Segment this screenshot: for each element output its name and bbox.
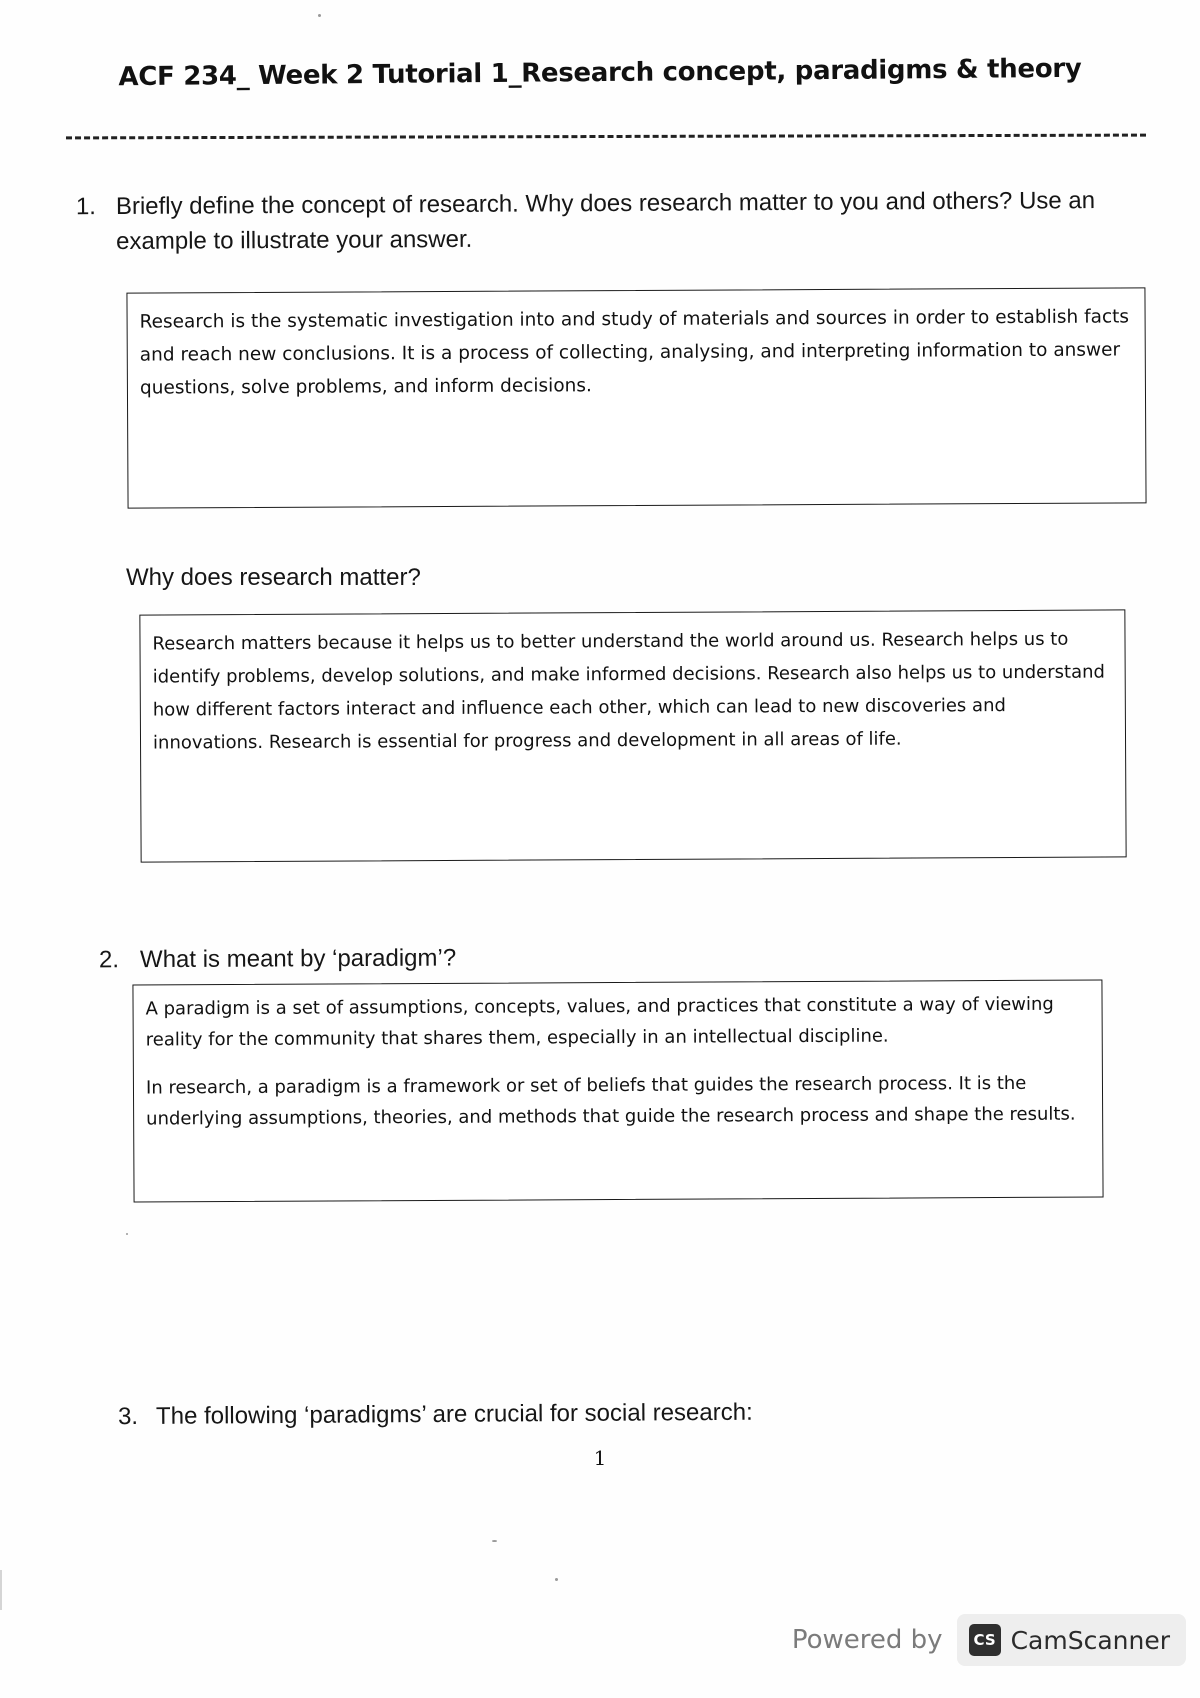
answer-1-text: Research is the systematic investigation into and study of materials and sources in order to establish facts and reach new conclusions. It is a process of collecting, analysing, and interpreting information to answer questions, solve problems, and inform decisions. (139, 306, 1130, 399)
question-1-subheading: Why does research matter? (126, 564, 421, 591)
question-2 (99, 938, 999, 978)
scan-speck (126, 1233, 128, 1235)
question-2-number: 2. (98, 946, 120, 974)
document-title: ACF 234_ Week 2 Tutorial 1_Research concept, paradigms & theory (118, 53, 1082, 93)
question-1 (76, 183, 1146, 260)
scan-speck (555, 1578, 558, 1581)
camscanner-badge (957, 1614, 1186, 1666)
question-1-number: 1. (75, 193, 97, 221)
camscanner-watermark (792, 1614, 1186, 1666)
dashed-divider (66, 134, 1146, 140)
page-number: 1 (593, 1446, 607, 1470)
scan-edge-mark (0, 1570, 2, 1610)
answer-2-paragraph-2: In research, a paradigm is a framework or set of beliefs that guides the research process. It is the underlying assumptions, theories, and methods that guide the research process and shape the results. (145, 1072, 1076, 1130)
scan-speck (492, 1540, 497, 1542)
question-3-number: 3. (117, 1403, 139, 1431)
answer-box-2 (132, 979, 1103, 1202)
question-3-text: The following ‘paradigms’ are crucial for social research: (155, 1398, 753, 1430)
question-1-text: Briefly define the concept of research. Why does research matter to you and others? Use an example to illustrate your answer. (115, 187, 1096, 256)
answer-1b-text: Research matters because it helps us to better understand the world around us. Research helps us to identify problems, develop solutions, and make informed decisions. Research also helps us to understand how different factors interact and influence each other, which can lead to new discoveries and innovations. Research is essential for progress and development in all areas of life. (152, 628, 1105, 754)
question-3 (118, 1393, 1018, 1434)
answer-box-1b (139, 609, 1126, 862)
scan-speck (318, 14, 321, 17)
answer-box-1 (126, 287, 1146, 508)
camscanner-logo-icon: CS (969, 1624, 1001, 1656)
powered-by-label: Powered by (791, 1625, 943, 1655)
answer-2-paragraph-1: A paradigm is a set of assumptions, concepts, values, and practices that constitute a way of viewing reality for the community that shares them, especially in an intellectual discipline. (145, 993, 1054, 1051)
camscanner-brand: CamScanner (1010, 1625, 1170, 1655)
question-2-text: What is meant by ‘paradigm’? (139, 944, 457, 974)
